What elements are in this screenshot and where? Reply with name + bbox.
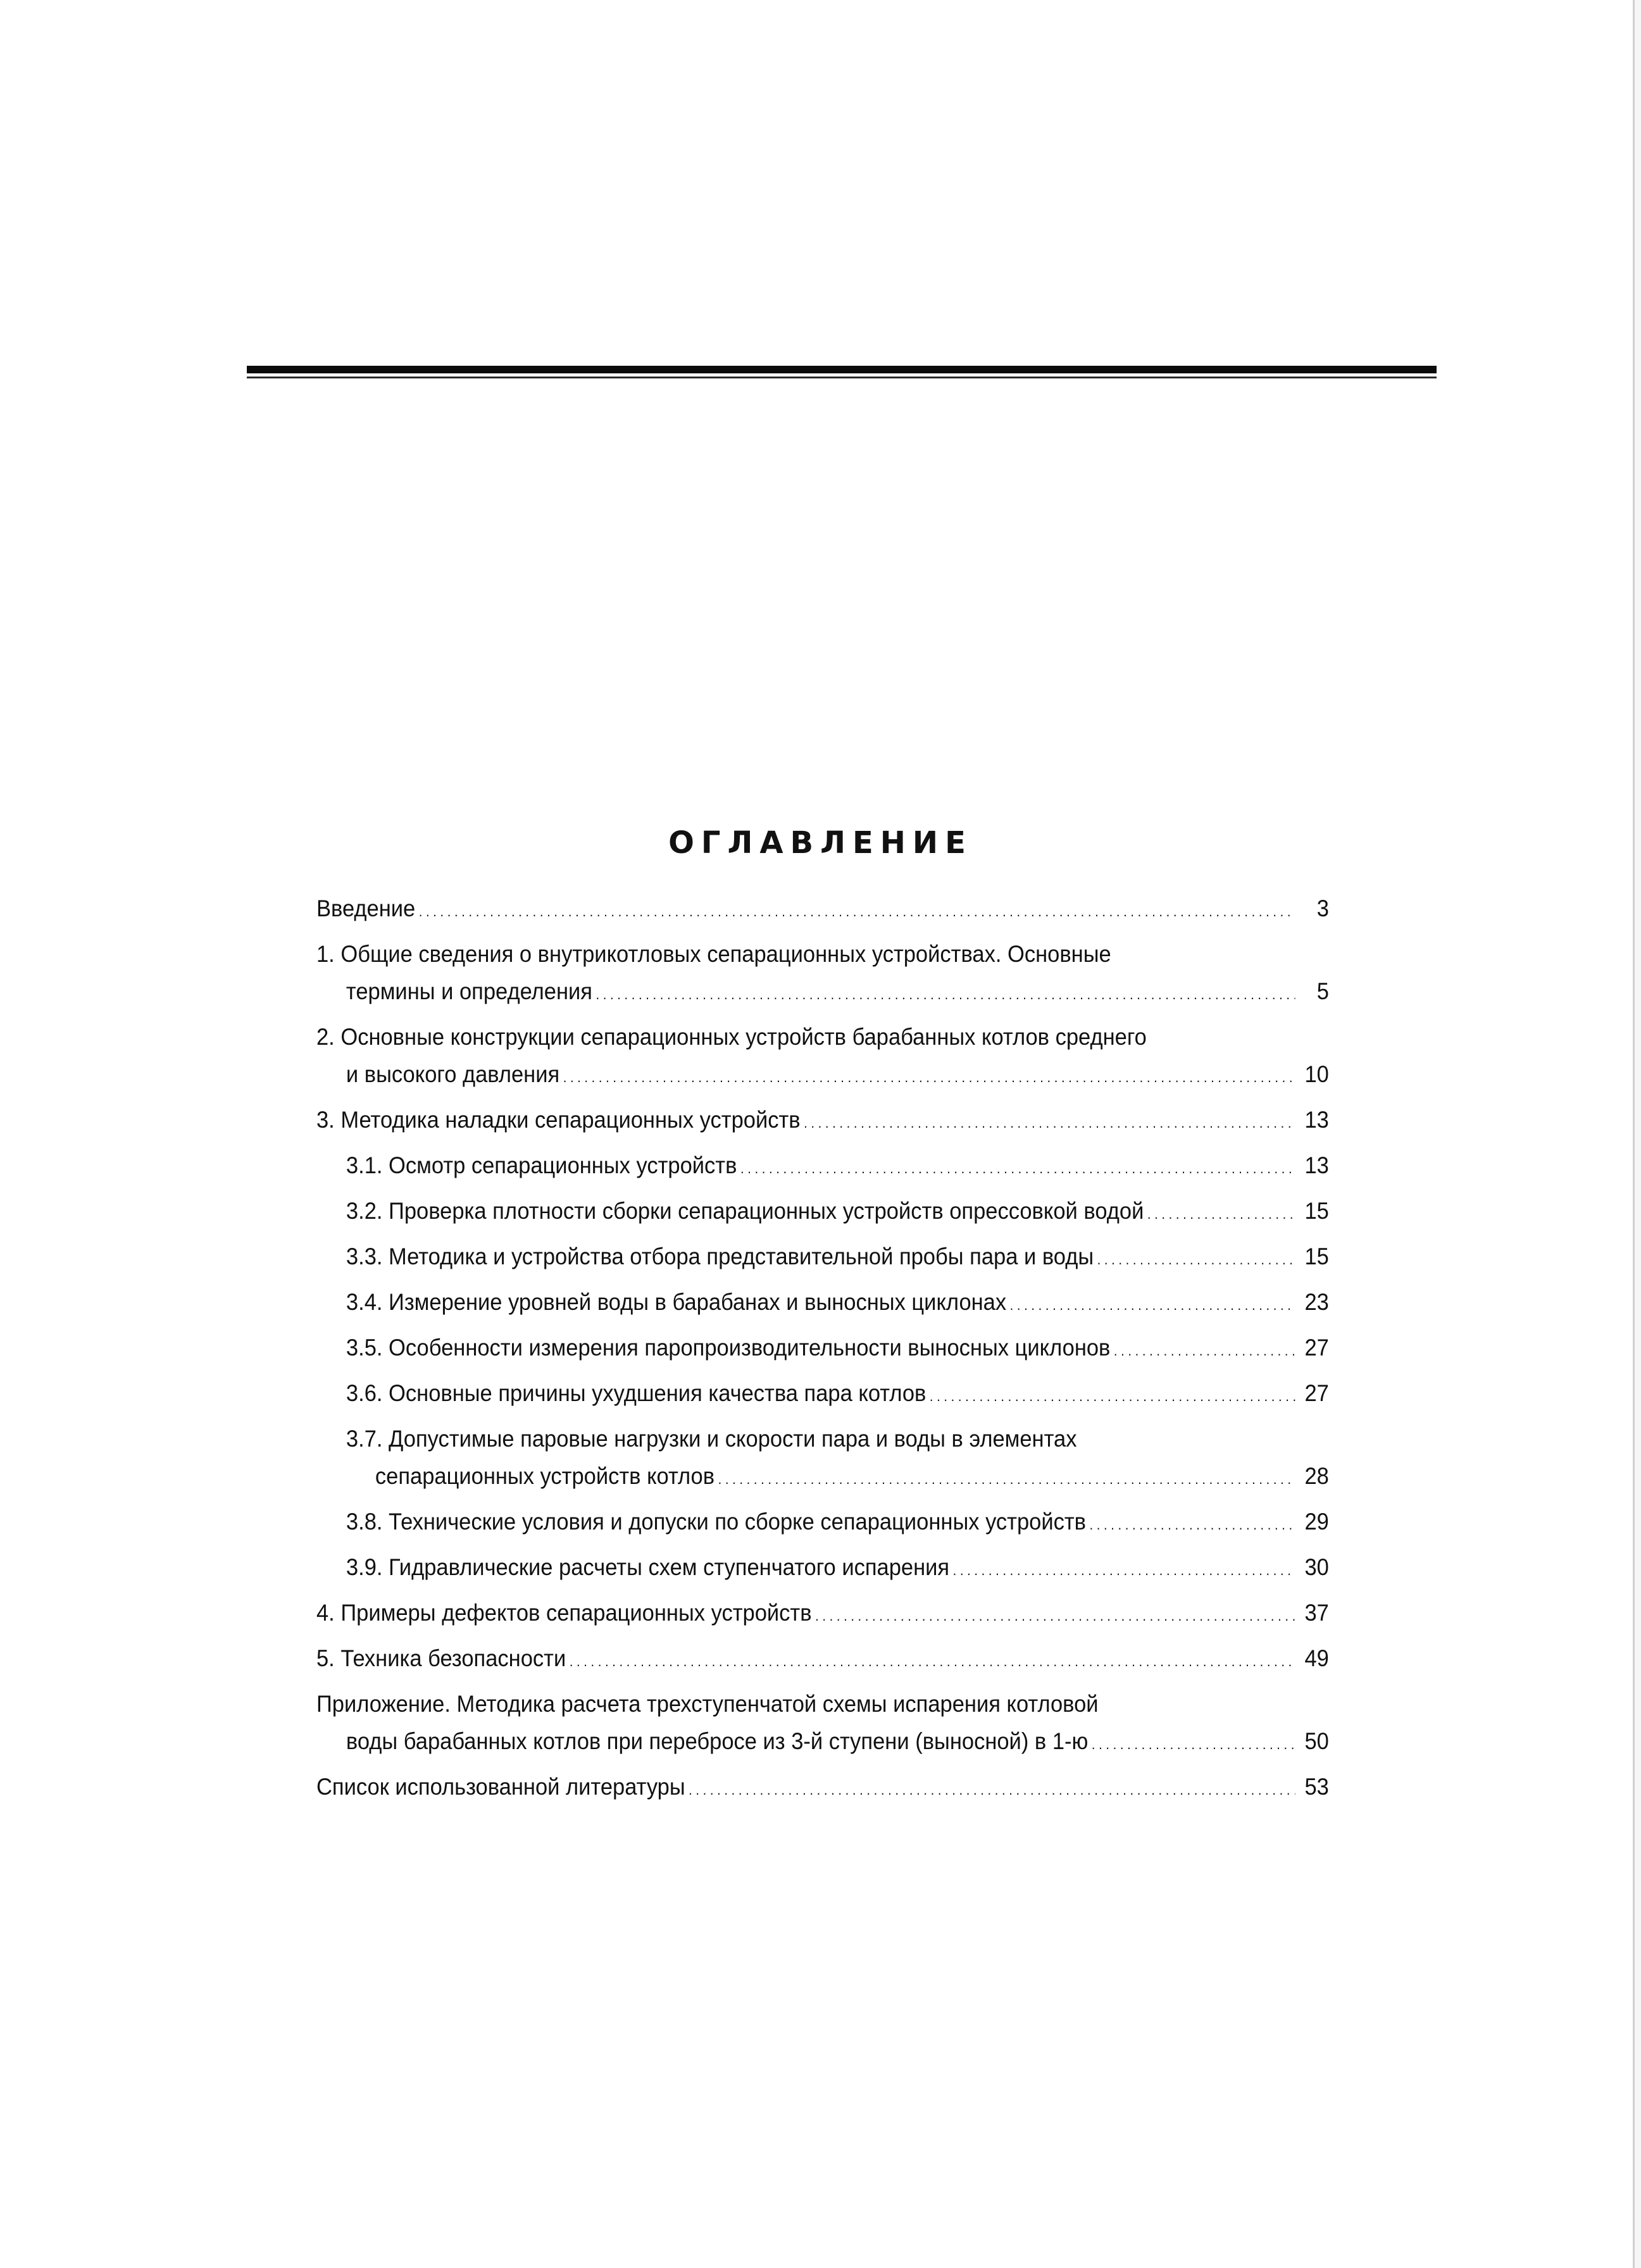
toc-entry-line: [316, 1640, 1329, 1680]
toc-dot-leader: [596, 973, 1295, 1013]
toc-entry-title: 3.4. Измерение уровней воды в барабанах и выносных циклонах: [346, 1288, 1007, 1315]
toc-entry-title: 3.7. Допустимые паровые нагрузки и скорости пара и воды в элементах: [346, 1425, 1077, 1452]
toc-dot-leader: [1092, 1723, 1295, 1763]
toc-page-number: 5: [1316, 978, 1329, 1004]
toc-dot-leader: [1147, 1192, 1295, 1233]
toc-dot-leader: [689, 1768, 1295, 1809]
toc-entry-line: [316, 1101, 1329, 1142]
toc-entry-line: [316, 1283, 1329, 1324]
table-of-contents: [316, 890, 1329, 1809]
toc-dot-leader: [570, 1640, 1295, 1680]
toc-dot-leader: [740, 1147, 1295, 1187]
toc-entry-continuation: [316, 973, 1329, 1013]
toc-entry-line: [316, 1238, 1329, 1278]
toc-dot-leader: [953, 1548, 1295, 1589]
toc-dot-leader: [930, 1374, 1295, 1415]
toc-entry: [316, 1640, 1329, 1680]
toc-entry-title: 3.8. Технические условия и допуски по сборке сепарационных устройств: [346, 1508, 1087, 1535]
toc-page-number: 27: [1304, 1334, 1329, 1361]
toc-page-number: 13: [1304, 1106, 1329, 1133]
toc-entry: [316, 1238, 1329, 1278]
toc-entry-title: 3.1. Осмотр сепарационных устройств: [346, 1152, 737, 1178]
toc-entry-title: 3.2. Проверка плотности сборки сепарационных устройств опрессовкой водой: [346, 1197, 1144, 1224]
toc-entry-title: Введение: [316, 895, 416, 921]
toc-entry-title: 1. Общие сведения о внутрикотловых сепарационных устройствах. Основные: [316, 940, 1111, 967]
toc-page-number: 3: [1316, 895, 1329, 921]
toc-page-number: 15: [1304, 1197, 1329, 1224]
toc-entry: [316, 1685, 1329, 1763]
toc-entry-line: [316, 1018, 1329, 1056]
toc-entry: [316, 1329, 1329, 1369]
toc-entry-title: 3.6. Основные причины ухудшения качества пара котлов: [346, 1380, 927, 1406]
toc-dot-leader: [1090, 1503, 1295, 1543]
toc-entry: [316, 1594, 1329, 1635]
toc-page-number: 27: [1304, 1380, 1329, 1406]
toc-page-number: 49: [1304, 1645, 1329, 1671]
toc-entry: [316, 1374, 1329, 1415]
toc-page-number: 15: [1304, 1243, 1329, 1269]
toc-entry: [316, 1147, 1329, 1187]
toc-page-number: 23: [1304, 1288, 1329, 1315]
toc-entry-line: [316, 890, 1329, 930]
toc-entry-title: Приложение. Методика расчета трехступенчатой схемы испарения котловой: [316, 1690, 1099, 1717]
toc-entry: [316, 1768, 1329, 1809]
toc-page-number: 10: [1304, 1061, 1329, 1087]
toc-entry-line: [316, 1147, 1329, 1187]
toc-entry-title: 3.5. Особенности измерения паропроизводительности выносных циклонов: [346, 1334, 1111, 1361]
toc-entry-continuation: [316, 1457, 1329, 1498]
toc-entry-title: Список использованной литературы: [316, 1773, 685, 1800]
toc-dot-leader: [1114, 1329, 1295, 1369]
toc-dot-leader: [563, 1056, 1295, 1096]
toc-page-number: 13: [1304, 1152, 1329, 1178]
toc-entry-continuation: [316, 1723, 1329, 1763]
header-rule-thick: [247, 366, 1437, 373]
toc-page-number: 37: [1304, 1599, 1329, 1626]
toc-entry: [316, 1548, 1329, 1589]
toc-dot-leader: [419, 890, 1295, 930]
toc-entry-continuation: [316, 1056, 1329, 1096]
toc-page-number: 30: [1304, 1554, 1329, 1580]
toc-entry-title: 3.3. Методика и устройства отбора представительной пробы пара и воды: [346, 1243, 1094, 1269]
toc-page-number: 53: [1304, 1773, 1329, 1800]
toc-entry-title: термины и определения: [346, 978, 592, 1004]
toc-entry-line: [316, 1768, 1329, 1809]
header-rule: [247, 366, 1437, 380]
toc-dot-leader: [815, 1594, 1295, 1635]
scan-page-edge: [1633, 0, 1641, 2268]
toc-entry-title: 3.9. Гидравлические расчеты схем ступенчатого испарения: [346, 1554, 950, 1580]
toc-entry: [316, 890, 1329, 930]
toc-dot-leader: [1010, 1283, 1295, 1324]
toc-page-number: 28: [1304, 1462, 1329, 1489]
toc-entry: [316, 1101, 1329, 1142]
toc-title: ОГЛАВЛЕНИЕ: [668, 825, 973, 861]
toc-entry-title: воды барабанных котлов при перебросе из 3-й ступени (выносной) в 1-ю: [346, 1728, 1089, 1754]
toc-dot-leader: [718, 1457, 1295, 1498]
toc-entry-line: [316, 1503, 1329, 1543]
toc-entry-title: 2. Основные конструкции сепарационных устройств барабанных котлов среднего: [316, 1023, 1147, 1050]
toc-page-number: 29: [1304, 1508, 1329, 1535]
toc-entry-line: [316, 1548, 1329, 1589]
toc-entry: [316, 1018, 1329, 1096]
toc-dot-leader: [804, 1101, 1295, 1142]
toc-entry-line: [316, 1685, 1329, 1723]
toc-entry: [316, 935, 1329, 1013]
toc-entry: [316, 1283, 1329, 1324]
toc-entry-line: [316, 1192, 1329, 1233]
toc-entry-line: [316, 1329, 1329, 1369]
toc-entry-title: 3. Методика наладки сепарационных устройств: [316, 1106, 801, 1133]
toc-entry-line: [316, 1420, 1329, 1457]
toc-dot-leader: [1097, 1238, 1295, 1278]
toc-entry-title: 5. Техника безопасности: [316, 1645, 566, 1671]
toc-page-number: 50: [1304, 1728, 1329, 1754]
toc-entry-title: и высокого давления: [346, 1061, 560, 1087]
toc-entry-title: сепарационных устройств котлов: [375, 1462, 715, 1489]
header-rule-thin: [247, 377, 1437, 378]
toc-entry-title: 4. Примеры дефектов сепарационных устройств: [316, 1599, 812, 1626]
toc-entry: [316, 1420, 1329, 1498]
toc-entry-line: [316, 935, 1329, 973]
toc-entry-line: [316, 1594, 1329, 1635]
toc-entry-line: [316, 1374, 1329, 1415]
toc-entry: [316, 1503, 1329, 1543]
toc-entry: [316, 1192, 1329, 1233]
